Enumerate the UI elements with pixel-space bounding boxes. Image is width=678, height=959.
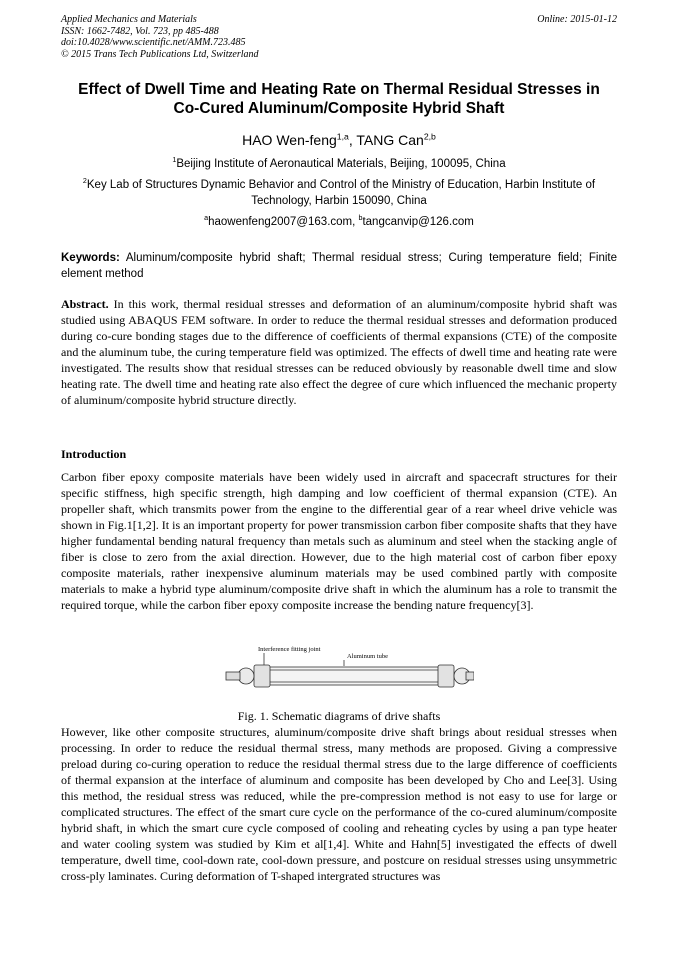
paper-title xyxy=(61,80,617,118)
introduction-heading: Introduction xyxy=(61,447,127,461)
drive-shaft-diagram xyxy=(224,645,474,705)
journal-header xyxy=(61,14,617,60)
abstract-block xyxy=(61,296,617,408)
email-a-mark: a xyxy=(204,214,209,223)
author-2: TANG Can xyxy=(356,132,424,148)
label-aluminum-tube: Aluminum tube xyxy=(347,653,388,660)
abstract-label: Abstract. xyxy=(61,297,109,311)
author-1: HAO Wen-feng xyxy=(242,132,337,148)
title-line-1: Effect of Dwell Time and Heating Rate on Thermal Residual Stresses in xyxy=(78,81,600,98)
abstract-text: In this work, thermal residual stresses and deformation of an aluminum/composite hybrid shaft was studied using ABAQUS FEM software. In order to reduce the thermal residual stresses and deformation produced during co-cure bonding stages due to the difference of coefficients of thermal expansions (CTE) of the composite and the aluminum tube, the curing temperature field was optimized. The effects of dwell time and heating rate were investigated. The results show that residual stresses can be reduced obviously by reasonable dwell time and slow heating rate. The dwell time and heating rate also effect the degree of cure which influenced the mechanic property of aluminum/composite hybrid structure directly. xyxy=(61,297,617,407)
keywords-label: Keywords: xyxy=(61,252,120,264)
author-list xyxy=(61,131,617,149)
label-interference-joint: Interference fitting joint xyxy=(258,646,321,653)
author-1-affil-mark: 1,a xyxy=(336,131,349,142)
left-flange xyxy=(226,672,240,680)
affiliation-2-text: Key Lab of Structures Dynamic Behavior and Control of the Ministry of Education, Harbin Institute of Technology, Harbin 150090, China xyxy=(86,179,596,207)
right-yoke xyxy=(438,665,454,687)
figure-1-caption: Fig. 1. Schematic diagrams of drive shafts xyxy=(237,709,441,723)
affiliation-1-text: Beijing Institute of Aeronautical Materials, Beijing, 100095, China xyxy=(176,158,506,170)
issn-line: ISSN: 1662-7482, Vol. 723, pp 485-488 xyxy=(61,25,219,37)
journal-name: Applied Mechanics and Materials xyxy=(61,14,197,25)
author-2-affil-mark: 2,b xyxy=(423,131,436,142)
affiliation-2-mark: 2 xyxy=(82,177,87,186)
email-b-mark: b xyxy=(358,214,363,223)
author-emails xyxy=(61,214,617,230)
affiliation-2 xyxy=(61,177,617,209)
affiliation-1-mark: 1 xyxy=(172,156,177,165)
keywords-text: Aluminum/composite hybrid shaft; Thermal residual stress; Curing temperature field; Finite element method xyxy=(61,252,617,280)
keywords-block xyxy=(61,250,617,282)
affiliation-1 xyxy=(61,156,617,172)
right-flange xyxy=(466,672,474,680)
introduction-paragraph-2: However, like other composite structures, aluminum/composite drive shaft brings about residual stresses when processing. In order to reduce the residual thermal stress, many methods are proposed. Giving a compressive preload during co-curing operation to reduce the residual thermal stress due to the large difference of coefficients of thermal expansion at the interface of aluminum and composite has been developed by Cho and Lee[3]. Using this method, the residual stress was reduced, while the pre-compression method is not easy to use for large or complicated structures. The effect of the smart cure cycle on the performance of the co-cured aluminum/composite hybrid shaft, in which the smart cure cycle composed of cooling and reheating cycles by using a pan type heater and water cooling system was studied by Kim et al[1,4]. White and Hahn[5] investigated the effects of dwell temperature, dwell time, cool-down rate, cool-down pressure, and postcure on residual stresses using unsymmetric cross-ply laminates. Curing deformation of T-shaped intergrated structures was xyxy=(61,725,617,883)
author-separator: , xyxy=(348,132,357,148)
copyright-line: © 2015 Trans Tech Publications Ltd, Switzerland xyxy=(61,48,259,60)
left-yoke xyxy=(254,665,270,687)
title-line-2: Co-Cured Aluminum/Composite Hybrid Shaft xyxy=(173,100,505,117)
introduction-paragraph-1: Carbon fiber epoxy composite materials have been widely used in aircraft and spacecraft structures for their specific stiffness, high specific strength, high damping and low coefficient of thermal expansion (CTE). An propeller shaft, which transmits power from the engine to the differential gear of a rear wheel drive vehicle was shown in Fig.1[1,2]. It is an important property for power transmission carbon fiber composite shafts that they have higher fundamental bending natural frequency than metals such as aluminum and steel when the stacking angle of fiber is close to zero from the axial direction. However, due to the high material cost of carbon fiber epoxy composite materials, rather inexpensive aluminum materials may be used combined partly with composite materials to make a hybrid type aluminum/composite drive shaft in which the aluminum has a role to transmit the required torque, while the carbon fiber epoxy composite increase the bending nature frequency[3]. xyxy=(61,470,617,612)
doi-line: doi:10.4028/www.scientific.net/AMM.723.485 xyxy=(61,37,246,48)
figure-1 xyxy=(224,645,474,705)
email-a: haowenfeng2007@163.com, xyxy=(208,216,359,228)
email-b: tangcanvip@126.com xyxy=(362,216,474,228)
online-date: Online: 2015-01-12 xyxy=(537,14,617,25)
